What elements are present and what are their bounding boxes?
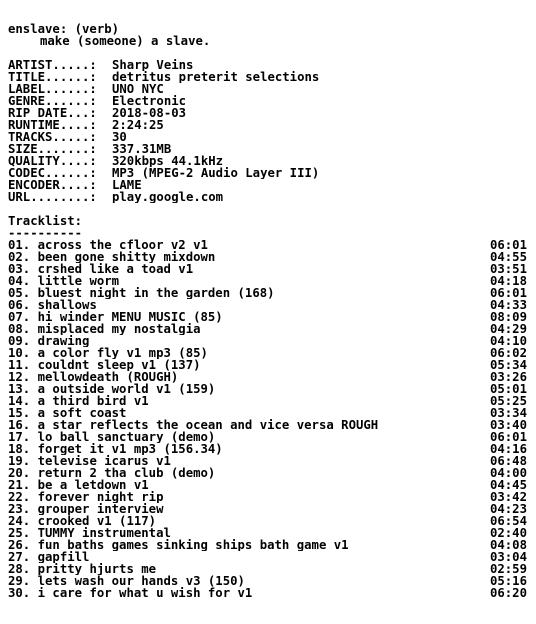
- track-duration: 06:20: [489, 587, 527, 599]
- track-number: 14.: [8, 395, 31, 407]
- track-duration: 08:09: [489, 311, 527, 323]
- track-number: 07.: [8, 311, 31, 323]
- track-duration: 06:01: [489, 287, 527, 299]
- metadata-value: 337.31MB: [112, 143, 172, 155]
- track-number: 18.: [8, 443, 31, 455]
- track-number: 03.: [8, 263, 31, 275]
- track-duration: 06:01: [489, 239, 527, 251]
- track-title: forever night rip: [37, 491, 164, 503]
- track-number: 11.: [8, 359, 31, 371]
- metadata-key: GENRE......:: [8, 95, 97, 107]
- track-title: lets wash our hands v3 (150): [37, 575, 245, 587]
- track-duration: 03:40: [489, 419, 527, 431]
- metadata-key: RUNTIME....:: [8, 119, 97, 131]
- metadata-key: ENCODER....:: [8, 179, 97, 191]
- metadata-row: [8, 71, 528, 83]
- track-row: [8, 323, 527, 335]
- track-title: i care for what u wish for v1: [37, 587, 253, 599]
- track-number: 01.: [8, 239, 31, 251]
- metadata-value: 30: [112, 131, 127, 143]
- track-row: [8, 263, 527, 275]
- metadata-value: 2018-08-03: [112, 107, 187, 119]
- track-label: [8, 467, 215, 479]
- track-row: [8, 251, 527, 263]
- track-number: 08.: [8, 323, 31, 335]
- track-label: [8, 515, 156, 527]
- track-row: [8, 443, 527, 455]
- nfo-document: [8, 23, 528, 599]
- track-title: lo ball sanctuary (demo): [37, 431, 216, 443]
- track-number: 06.: [8, 299, 31, 311]
- track-title: misplaced my nostalgia: [37, 323, 201, 335]
- track-row: [8, 383, 527, 395]
- metadata-value: 320kbps 44.1kHz: [112, 155, 224, 167]
- track-title: gapfill: [37, 551, 90, 563]
- track-duration: 04:16: [489, 443, 527, 455]
- track-row: [8, 539, 527, 551]
- track-number: 26.: [8, 539, 31, 551]
- track-title: shallows: [37, 299, 97, 311]
- track-label: [8, 395, 149, 407]
- metadata-key: LABEL......:: [8, 83, 97, 95]
- track-number: 19.: [8, 455, 31, 467]
- tracklist-underline: ----------: [8, 227, 83, 239]
- track-duration: 06:01: [489, 431, 527, 443]
- track-row: [8, 287, 527, 299]
- track-row: [8, 527, 527, 539]
- track-duration: 02:59: [489, 563, 527, 575]
- metadata-value: MP3 (MPEG-2 Audio Layer III): [112, 167, 320, 179]
- track-row: [8, 335, 527, 347]
- track-label: [8, 311, 223, 323]
- track-duration: 04:23: [489, 503, 527, 515]
- track-title: bluest night in the garden (168): [37, 287, 275, 299]
- metadata-row: [8, 131, 528, 143]
- metadata-key: RIP DATE...:: [8, 107, 97, 119]
- metadata-key: URL........:: [8, 191, 97, 203]
- track-number: 27.: [8, 551, 31, 563]
- track-label: [8, 299, 97, 311]
- track-row: [8, 563, 527, 575]
- track-duration: 06:02: [489, 347, 527, 359]
- track-title: a color fly v1 mp3 (85): [37, 347, 208, 359]
- track-duration: 03:42: [489, 491, 527, 503]
- metadata-key: SIZE.......:: [8, 143, 97, 155]
- definition-headword: enslave: (verb): [8, 23, 120, 35]
- track-label: [8, 359, 201, 371]
- track-label: [8, 383, 215, 395]
- track-label: [8, 539, 349, 551]
- track-title: pritty hjurts me: [37, 563, 157, 575]
- track-label: [8, 575, 245, 587]
- track-number: 25.: [8, 527, 31, 539]
- metadata-row: [8, 119, 528, 131]
- track-duration: 04:55: [489, 251, 527, 263]
- metadata-value: LAME: [112, 179, 142, 191]
- track-duration: 02:40: [489, 527, 527, 539]
- track-number: 17.: [8, 431, 31, 443]
- track-row: [8, 359, 527, 371]
- track-duration: 04:00: [489, 467, 527, 479]
- track-number: 23.: [8, 503, 31, 515]
- track-duration: 06:54: [489, 515, 527, 527]
- track-number: 30.: [8, 587, 31, 599]
- track-row: [8, 371, 527, 383]
- track-row: [8, 503, 527, 515]
- metadata-row: [8, 191, 528, 203]
- track-row: [8, 275, 527, 287]
- track-title: crooked v1 (117): [37, 515, 157, 527]
- track-row: [8, 311, 527, 323]
- track-row: [8, 491, 527, 503]
- track-label: [8, 263, 193, 275]
- track-title: mellowdeath (ROUGH): [37, 371, 179, 383]
- metadata-key: CODEC......:: [8, 167, 97, 179]
- track-number: 21.: [8, 479, 31, 491]
- track-label: [8, 287, 275, 299]
- track-row: [8, 239, 527, 251]
- metadata-key: TITLE......:: [8, 71, 97, 83]
- track-number: 28.: [8, 563, 31, 575]
- track-number: 22.: [8, 491, 31, 503]
- track-label: [8, 527, 171, 539]
- track-duration: 03:51: [489, 263, 527, 275]
- track-label: [8, 479, 149, 491]
- track-duration: 05:16: [489, 575, 527, 587]
- track-number: 13.: [8, 383, 31, 395]
- track-label: [8, 323, 201, 335]
- metadata-key: QUALITY....:: [8, 155, 97, 167]
- track-title: return 2 tha club (demo): [37, 467, 216, 479]
- track-label: [8, 551, 89, 563]
- track-row: [8, 347, 527, 359]
- metadata-row: [8, 59, 528, 71]
- track-label: [8, 251, 215, 263]
- track-title: drawing: [37, 335, 90, 347]
- track-label: [8, 335, 89, 347]
- track-row: [8, 479, 527, 491]
- track-duration: 05:01: [489, 383, 527, 395]
- metadata-value: 2:24:25: [112, 119, 164, 131]
- track-title: televise icarus v1: [37, 455, 171, 467]
- track-title: hi winder MENU MUSIC (85): [37, 311, 223, 323]
- track-row: [8, 395, 527, 407]
- track-title: been gone shitty mixdown: [37, 251, 216, 263]
- track-number: 15.: [8, 407, 31, 419]
- track-duration: 06:48: [489, 455, 527, 467]
- track-title: grouper interview: [37, 503, 164, 515]
- metadata-row: [8, 179, 528, 191]
- spacer: [8, 47, 528, 59]
- metadata-value: Electronic: [112, 95, 187, 107]
- track-number: 10.: [8, 347, 31, 359]
- track-label: [8, 347, 208, 359]
- metadata-row: [8, 167, 528, 179]
- track-number: 12.: [8, 371, 31, 383]
- track-title: a third bird v1: [37, 395, 149, 407]
- metadata-row: [8, 107, 528, 119]
- track-row: [8, 551, 527, 563]
- track-duration: 03:26: [489, 371, 527, 383]
- track-number: 05.: [8, 287, 31, 299]
- track-row: [8, 431, 527, 443]
- track-label: [8, 443, 223, 455]
- track-label: [8, 587, 252, 599]
- metadata-value: play.google.com: [112, 191, 224, 203]
- track-title: a outside world v1 (159): [37, 383, 216, 395]
- track-label: [8, 455, 171, 467]
- track-title: crshed like a toad v1: [37, 263, 194, 275]
- track-label: [8, 431, 215, 443]
- track-duration: 04:29: [489, 323, 527, 335]
- track-row: [8, 467, 527, 479]
- track-duration: 03:34: [489, 407, 527, 419]
- track-label: [8, 563, 156, 575]
- definition-meaning: make (someone) a slave.: [40, 35, 211, 47]
- track-row: [8, 587, 527, 599]
- track-title: forget it v1 mp3 (156.34): [37, 443, 223, 455]
- track-row: [8, 407, 527, 419]
- tracklist: [8, 239, 528, 599]
- track-label: [8, 419, 378, 431]
- track-number: 09.: [8, 335, 31, 347]
- track-label: [8, 275, 119, 287]
- track-duration: 05:34: [489, 359, 527, 371]
- tracklist-heading: Tracklist:: [8, 215, 83, 227]
- track-label: [8, 503, 163, 515]
- metadata-row: [8, 83, 528, 95]
- track-number: 29.: [8, 575, 31, 587]
- track-label: [8, 371, 178, 383]
- metadata-value: UNO NYC: [112, 83, 164, 95]
- track-title: fun baths games sinking ships bath game v1: [37, 539, 349, 551]
- metadata-row: [8, 155, 528, 167]
- track-label: [8, 239, 208, 251]
- track-row: [8, 575, 527, 587]
- track-row: [8, 515, 527, 527]
- track-number: 24.: [8, 515, 31, 527]
- track-title: TUMMY instrumental: [37, 527, 171, 539]
- metadata-row: [8, 143, 528, 155]
- metadata-row: [8, 95, 528, 107]
- track-title: be a letdown v1: [37, 479, 149, 491]
- track-label: [8, 407, 126, 419]
- track-title: a soft coast: [37, 407, 127, 419]
- track-number: 20.: [8, 467, 31, 479]
- metadata-key: ARTIST.....:: [8, 59, 97, 71]
- track-duration: 04:45: [489, 479, 527, 491]
- track-duration: 04:33: [489, 299, 527, 311]
- track-duration: 05:25: [489, 395, 527, 407]
- track-number: 16.: [8, 419, 31, 431]
- track-title: across the cfloor v2 v1: [37, 239, 208, 251]
- track-title: a star reflects the ocean and vice versa ROUGH: [37, 419, 379, 431]
- track-title: little worm: [37, 275, 120, 287]
- metadata-value: detritus preterit selections: [112, 71, 320, 83]
- track-row: [8, 455, 527, 467]
- metadata-block: [8, 59, 528, 203]
- track-number: 04.: [8, 275, 31, 287]
- track-duration: 04:10: [489, 335, 527, 347]
- metadata-key: TRACKS.....:: [8, 131, 97, 143]
- track-row: [8, 419, 527, 431]
- track-number: 02.: [8, 251, 31, 263]
- track-label: [8, 491, 163, 503]
- track-duration: 03:04: [489, 551, 527, 563]
- track-duration: 04:08: [489, 539, 527, 551]
- track-title: couldnt sleep v1 (137): [37, 359, 201, 371]
- track-row: [8, 299, 527, 311]
- spacer: [8, 203, 528, 215]
- track-duration: 04:18: [489, 275, 527, 287]
- metadata-value: Sharp Veins: [112, 59, 194, 71]
